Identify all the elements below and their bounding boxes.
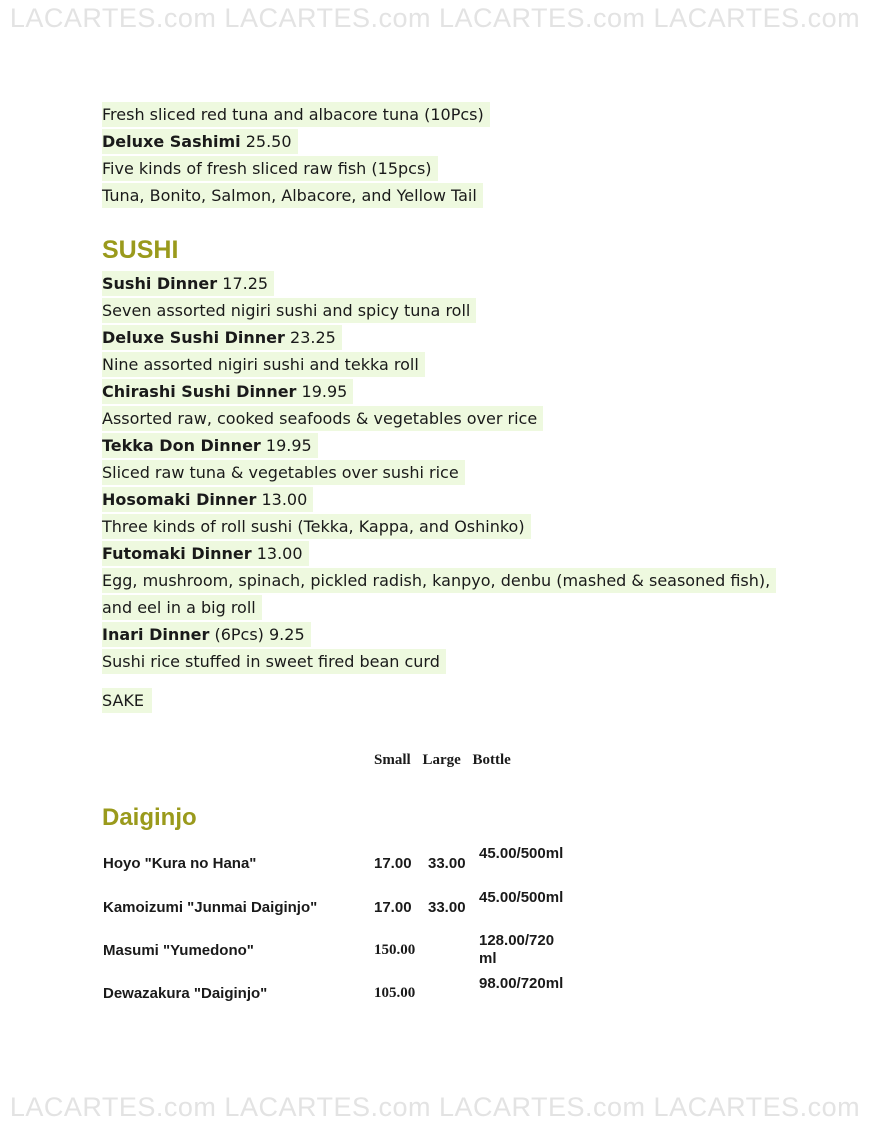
menu-description: Five kinds of fresh sliced raw fish (15pcs) (102, 156, 438, 181)
sake-heading: SAKE (102, 688, 152, 713)
sake-name: Masumi "Yumedono" (103, 942, 254, 959)
item-price: (6Pcs) 9.25 (214, 625, 305, 644)
sake-name: Hoyo "Kura no Hana" (103, 855, 257, 872)
menu-item (102, 622, 311, 647)
menu-description: Seven assorted nigiri sushi and spicy tuna roll (102, 298, 476, 323)
column-header-bottle: Bottle (472, 752, 511, 768)
sake-name: Dewazakura "Daiginjo" (103, 985, 268, 1002)
sake-price-bottle: 45.00/500ml (479, 889, 564, 906)
menu-item (102, 325, 342, 350)
item-name: Hosomaki Dinner (102, 490, 257, 509)
menu-item (102, 129, 298, 154)
sake-name: Kamoizumi "Junmai Daiginjo" (103, 899, 318, 916)
menu-description: and eel in a big roll (102, 595, 262, 620)
item-name: Futomaki Dinner (102, 544, 252, 563)
sake-price-small: 17.00 (374, 855, 412, 872)
menu-description: Sushi rice stuffed in sweet fired bean curd (102, 649, 446, 674)
menu-item (102, 379, 353, 404)
sake-price-large: 33.00 (428, 855, 466, 872)
menu-item (102, 433, 318, 458)
column-header-large: Large (422, 752, 461, 768)
section-title-daiginjo: Daiginjo (102, 804, 197, 831)
menu-description: Nine assorted nigiri sushi and tekka roll (102, 352, 425, 377)
sake-price-small: 150.00 (374, 942, 416, 958)
watermark-bottom: LACARTES.com LACARTES.com LACARTES.com LACARTES.com (9, 1092, 861, 1122)
item-name: Deluxe Sushi Dinner (102, 328, 285, 347)
menu-description: Fresh sliced red tuna and albacore tuna (10Pcs) (102, 102, 490, 127)
item-name: Chirashi Sushi Dinner (102, 382, 297, 401)
item-name: Sushi Dinner (102, 274, 218, 293)
item-price: 23.25 (290, 328, 336, 347)
item-name: Inari Dinner (102, 625, 210, 644)
sake-price-bottle: 98.00/720ml (479, 975, 564, 992)
menu-description: Sliced raw tuna & vegetables over sushi rice (102, 460, 465, 485)
menu-description: Three kinds of roll sushi (Tekka, Kappa, and Oshinko) (102, 514, 531, 539)
item-price: 19.95 (265, 436, 312, 455)
menu-item (102, 541, 309, 566)
sake-price-small: 105.00 (374, 985, 416, 1001)
item-name: Tekka Don Dinner (102, 436, 261, 455)
sake-price-bottle: 45.00/500ml (479, 845, 564, 862)
item-price: 13.00 (261, 490, 308, 509)
menu-description: Egg, mushroom, spinach, pickled radish, kanpyo, denbu (mashed & seasoned fish), (102, 568, 776, 593)
sake-price-small: 17.00 (374, 899, 412, 916)
section-title-sushi: SUSHI (102, 236, 179, 264)
watermark-top: LACARTES.com LACARTES.com LACARTES.com LACARTES.com (9, 3, 861, 33)
item-name: Deluxe Sashimi (102, 132, 241, 151)
item-price: 13.00 (256, 544, 303, 563)
menu-description: Tuna, Bonito, Salmon, Albacore, and Yellow Tail (102, 183, 483, 208)
item-price: 17.25 (222, 274, 269, 293)
sake-price-large: 33.00 (428, 899, 466, 916)
item-price: 25.50 (245, 132, 292, 151)
menu-item (102, 271, 274, 296)
menu-item (102, 487, 313, 512)
sake-column-headers (374, 752, 519, 769)
sake-price-bottle: 128.00/720 ml (479, 932, 555, 967)
menu-description: Assorted raw, cooked seafoods & vegetables over rice (102, 406, 543, 431)
item-price: 19.95 (301, 382, 348, 401)
column-header-small: Small (374, 752, 411, 768)
